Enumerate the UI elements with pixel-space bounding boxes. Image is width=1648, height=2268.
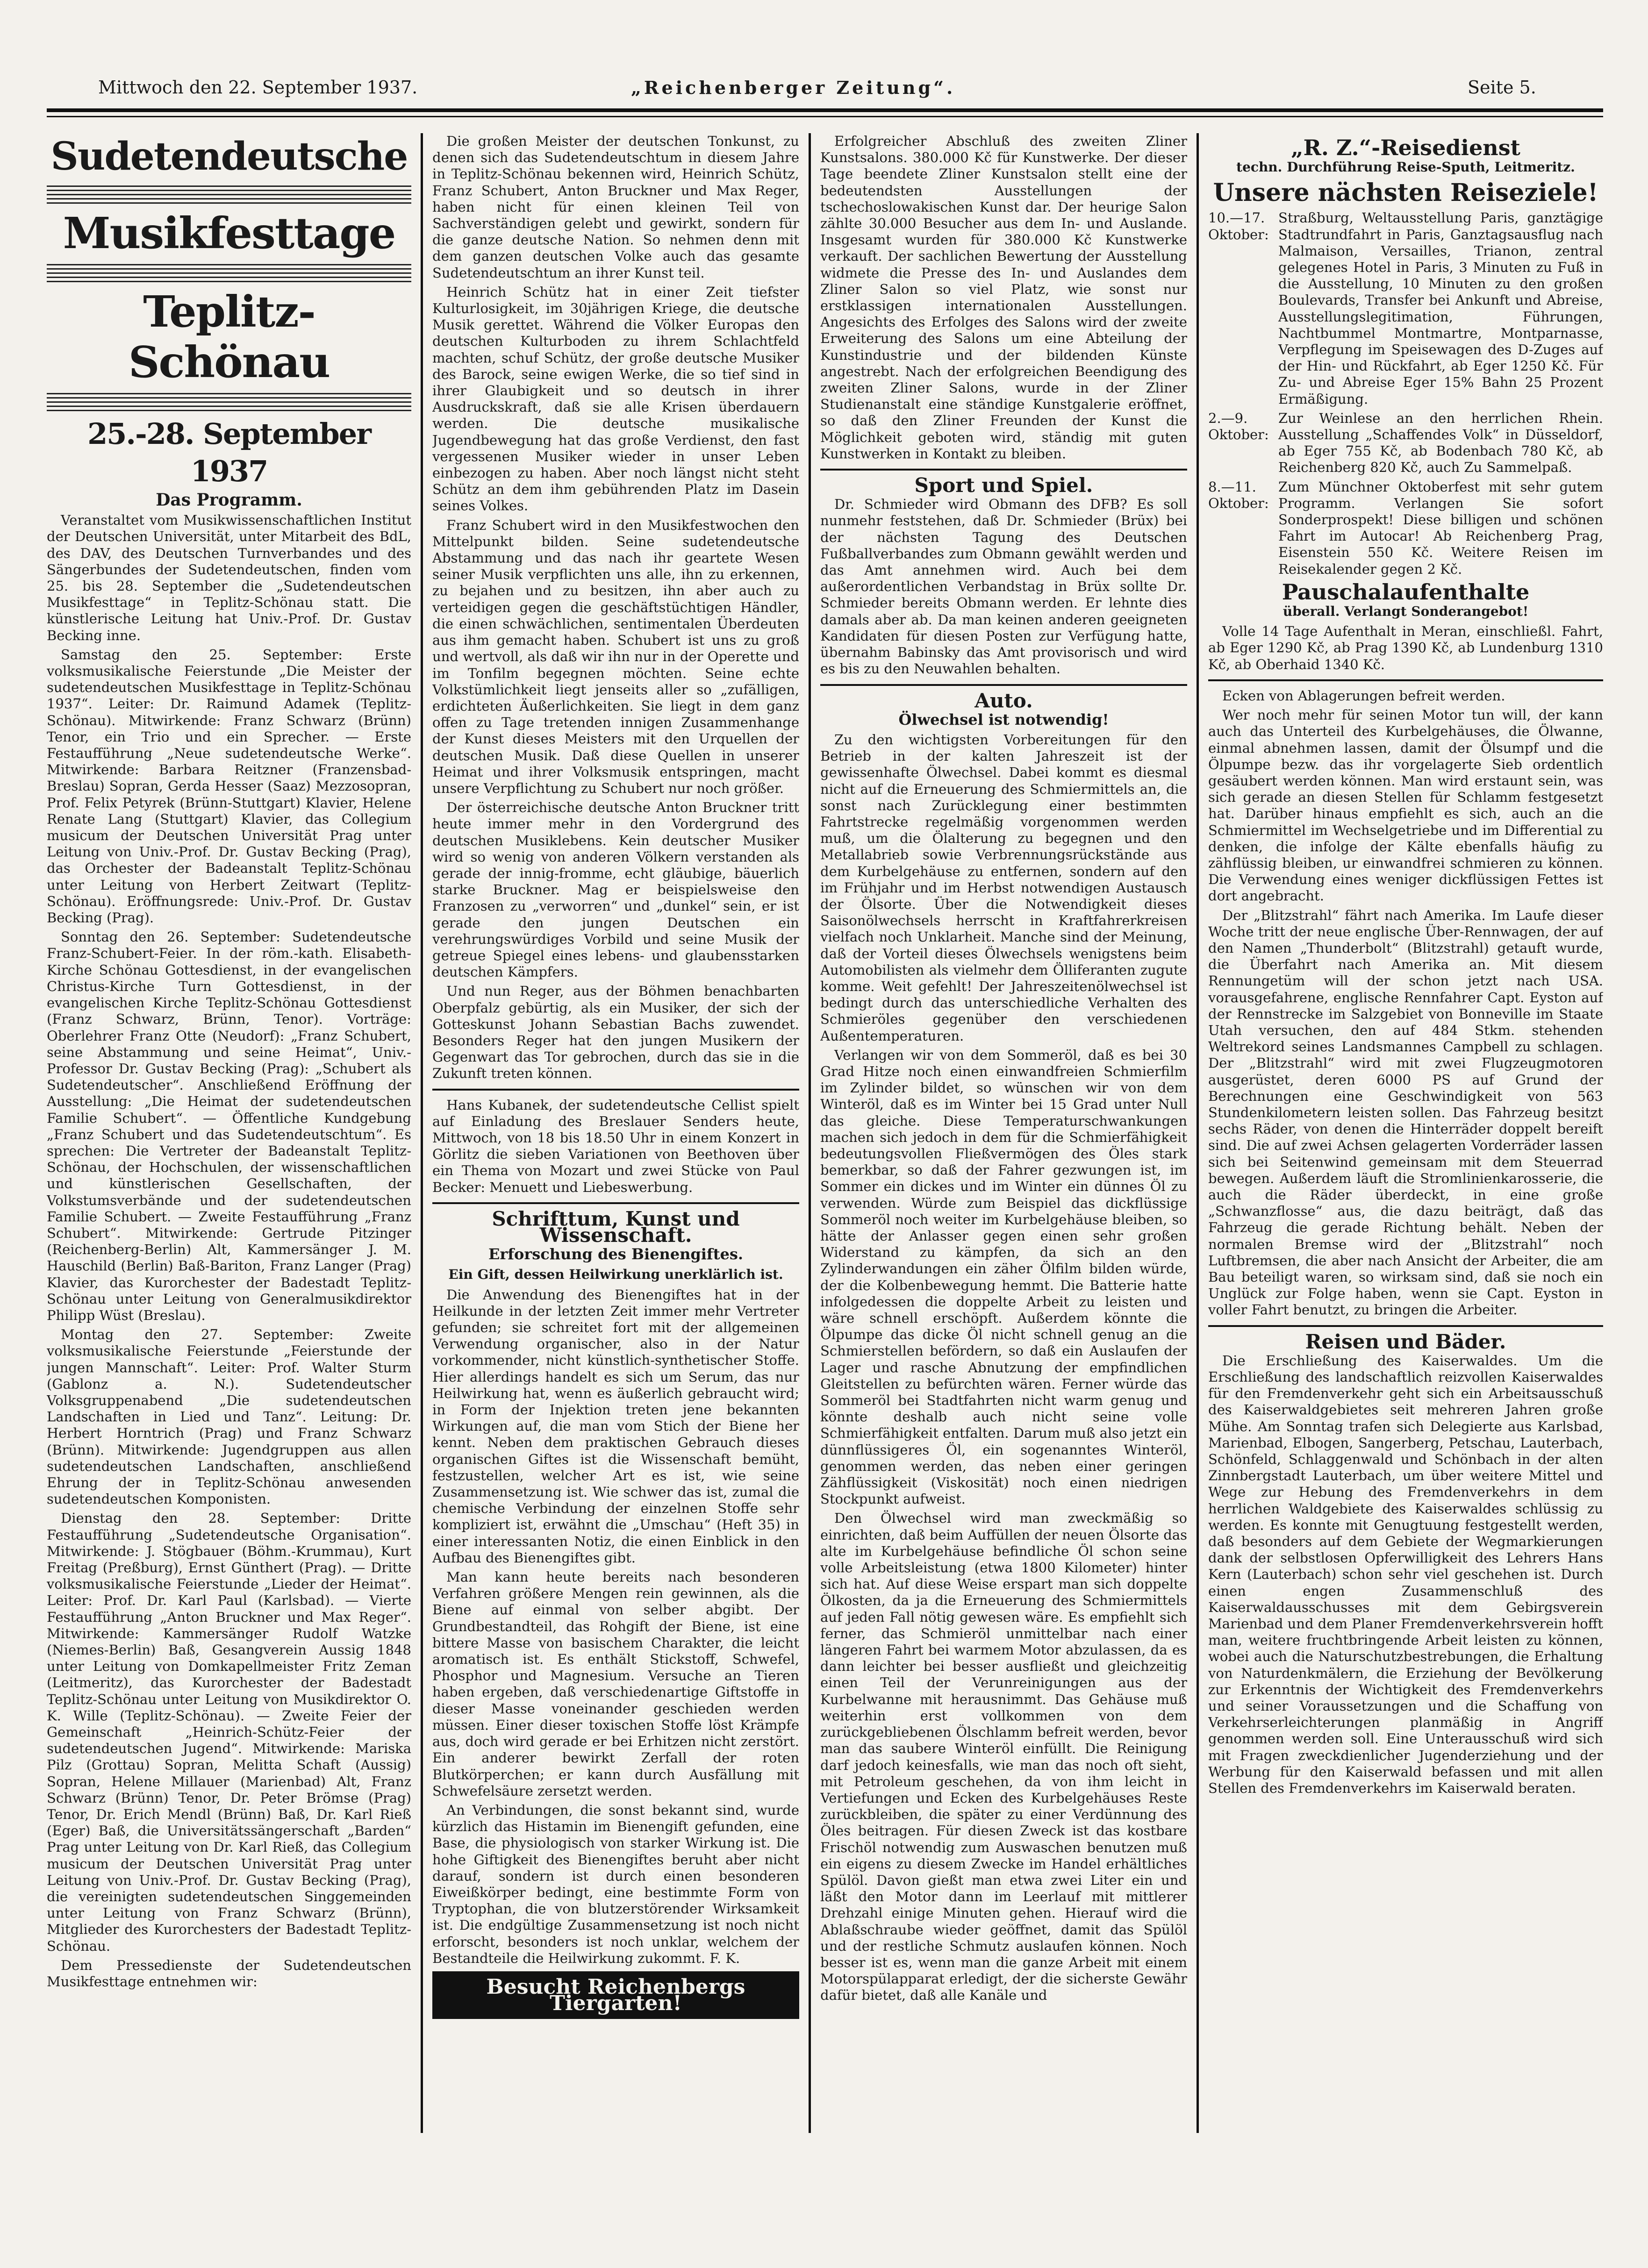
- music-staff-decoration-2: [47, 261, 411, 284]
- column-divider-2: [809, 133, 811, 2133]
- col2-paragraph: Und nun Reger, aus der Böhmen benachbarten Oberpfalz gebürtig, als ein Musiker, der sich der Gotteskunst Johann Sebastian Bachs zuwendet. Besonders Reger hat den jungen Musikern der Gegenwart das Tor gebrochen, durch das sie in die Zukunft treten können.: [432, 983, 799, 1082]
- col3-auto-paragraph: Zu den wichtigsten Vorbereitungen für den Betrieb in der kalten Jahreszeit ist der gewissenhafte Ölwechsel. Dabei kommt es diesmal nicht auf die Erneuerung des Schmiermittels an, die sonst nach Zurücklegung einer bestimmten Fahrtstrecke regelmäßig vorgenommen werden muß, um die Ölalterung zu begegnen und den Metallabrieb sowie Verbrennungsrückstände aus dem Kurbelgehäuse zu entfernen, sondern auf den im Frühjahr und im Herbst notwendigen Austausch der Ölsorte. Über die Notwendigkeit dieses Saisonölwechsels herrscht in Kraftfahrerkreisen vielfach noch Unklarheit. Manche sind der Meinung, daß der Vorteil dieses Ölwechsels wenigstens beim Automobilisten als vielmehr dem Ölliferanten zugute komme. Weit gefehlt! Der Jahreszeitenölwechsel ist bedingt durch das unterschiedliche Verhalten des Schmieröles gegenüber den verschiedenen Außentemperaturen.: [820, 731, 1187, 1044]
- section-heading-sport: Sport und Spiel.: [914, 474, 1093, 497]
- divider: [1208, 1325, 1603, 1327]
- col2-article-paragraph: Man kann heute bereits nach besonderen Verfahren größere Mengen rein gewinnen, als die Biene auf einmal von selber abgibt. Der Grundbestandteil, das Rohgift der Biene, ist eine bittere Masse von basischem Charakter, die leicht aromatisch ist. Es enthält Stickstoff, Schwefel, Phosphor und Magnesium. Versuche an Tieren haben ergeben, daß verschiedenartige Giftstoffe in dieser Masse voneinander geschieden werden müssen. Einer dieser toxischen Stoffe löst Krämpfe aus, doch wird gerade er bei Erhitzen nicht zerstört. Ein anderer bewirkt Zerfall der roten Blutkörperchen; er kann durch Ausfällung mit Schwefelsäure zersetzt werden.: [432, 1569, 799, 1799]
- col2-paragraph: Franz Schubert wird in den Musikfestwochen den Mittelpunkt bilden. Seine sudetendeutsche Abstammung und das nach ihr geartete Wesen seiner Musik verpflichten uns alle, ihn zu erkennen, zu bejahen und zu besitzen, ihn aber auch zu verteidigen gegen die geschäftstüchtigen Händler, die einen schwächlichen, sentimentalen Überdeuten aus ihm gemacht haben. Schubert ist uns zu groß und wertvoll, als daß wir ihn nur in der Operette und im Tonfilm begegnen möchten. Seine echte Volkstümlichkeit liegt jenseits aller so „zufälligen, erdichteten Äußerlichkeiten. Sie liegt in dem ganz offen zu Tage tretenden innigen Zusammenhange der Kunst dieses Meisters mit den Urquellen der deutschen Musik. Daß diese Quellen in unserer Heimat und ihrer Volksmusik entspringen, macht unsere Verpflichtung zu Schubert nur noch größer.: [432, 517, 799, 796]
- trip-description: Straßburg, Weltausstellung Paris, ganztägige Stadtrundfahrt in Paris, Ganztagsausflug nach Malmaison, Versailles, Trianon, zentral gelegenes Hotel in Paris, 3 Minuten zu Fuß in die Ausstellung, 10 Minuten zu den großen Boulevards, Transfer bei Ankunft und Abreise, Ausstellungslegitimation, Führungen, Nachtbummel Montmartre, Montparnasse, Verpflegung im Speisewagen des D-Zuges auf der Hin- und Rückfahrt, ab Eger 1250 Kč. Für Zu- und Abreise Eger 15% Bahn 25 Prozent Ermäßigung.: [1278, 210, 1603, 407]
- package-stay-text: Volle 14 Tage Aufenthalt in Meran, einschließl. Fahrt, ab Eger 1290 Kč, ab Prag 1390 Kč, ab Lundenburg 1310 Kč, ab Oberhaid 1340 Kč.: [1208, 623, 1603, 672]
- section-heading-travel: Reisen und Bäder.: [1305, 1330, 1506, 1353]
- festival-title-line2: Musikfesttage: [63, 208, 395, 258]
- col1-paragraph: Samstag den 25. September: Erste volksmusikalische Feierstunde „Die Meister der sudetendeutschen Musikfesttage in Teplitz-Schönau 1937“. Leiter: Dr. Raimund Adamek (Teplitz-Schönau). Mitwirkende: Franz Schwarz (Brünn) Tenor, ein Trio und ein Sprecher. — Erste Festaufführung „Neue sudetendeutsche Werke“. Mitwirkende: Barbara Reitzner (Franzensbad-Breslau) Sopran, Gerda Hesser (Saaz) Mezzosopran, Prof. Felix Petyrek (Brünn-Stuttgart) Klavier, Helene Renate Lang (Stuttgart) Klavier, das Collegium musicum der Deutschen Universität Prag unter Leitung von Univ.-Prof. Dr. Gustav Becking (Prag), das Orchester der Badeanstalt Teplitz-Schönau unter Leitung von Herbert Zeitwart (Teplitz-Schönau). Eröffnungsrede: Univ.-Prof. Dr. Gustav Becking (Prag).: [47, 646, 411, 926]
- col2-paragraph: Heinrich Schütz hat in einer Zeit tiefster Kulturlosigkeit, im 30jährigen Kriege, die deutsche Musik gerettet. Während die Völker Europas den deutschen Kulturboden zu ihrem Schlachtfeld machten, schuf Schütz, der große deutsche Musiker des Barock, seine ewigen Werke, die so tief sind in ihrer Glaubigkeit und so deutsch in ihrer Ausdruckskraft, daß sie alle Krisen überdauern werden. Die deutsche musikalische Jugendbewegung hat das große Verdienst, den fast vergessenen Musiker wieder in unser Leben einbezogen zu haben. Aber noch längst nicht steht Schütz an dem ihm gebührenden Platz im Dasein seines Volkes.: [432, 284, 799, 514]
- article-heading-bee-venom: Erforschung des Bienengiftes.: [488, 1245, 743, 1263]
- column-2: [432, 133, 799, 2133]
- col4-auto-paragraph: Ecken von Ablagerungen befreit werden.: [1222, 687, 1505, 704]
- music-staff-decoration: [47, 183, 411, 205]
- divider: [820, 469, 1187, 471]
- col1-paragraph: Dienstag den 28. September: Dritte Festaufführung „Sudetendeutsche Organisation“. Mitwirkende: J. Stögbauer (Böhm.-Krummau), Kurt Freitag (Preßburg), Ernst Günthert (Prag). — Dritte volksmusikalische Feierstunde „Lieder der Heimat“. Leiter: Prof. Dr. Karl Paul (Karlsbad). — Vierte Festaufführung „Anton Bruckner und Max Reger“. Mitwirkende: Kammersänger Rudolf Watzke (Niemes-Berlin) Baß, Gesangverein Aussig 1848 unter Leitung von Domkapellmeister Fritz Zeman (Leitmeritz), das Kurorchester der Badestadt Teplitz-Schönau unter Leitung von Musikdirektor O. K. Wille (Teplitz-Schönau). — Zweite Feier der Gemeinschaft „Heinrich-Schütz-Feier der sudetendeutschen Jugend“. Mitwirkende: Mariska Pilz (Grottau) Sopran, Melitta Schaft (Aussig) Sopran, Helene Millauer (Marienbad) Alt, Franz Schwarz (Brünn) Tenor, Dr. Peter Brömse (Prag) Tenor, Dr. Erich Mendl (Brünn) Baß, Dr. Karl Rieß (Eger) Baß, die Universitätssängerschaft „Barden“ Prag unter Leitung von Dr. Karl Rieß, das Collegium musicum der Deutschen Universität Prag unter Leitung von Univ.-Prof. Dr. Gustav Becking (Prag), die vereinigten sudetendeutschen Singgemeinden unter Leitung von Franz Schwarz (Brünn), Mitglieder des Kurorchesters der Badestadt Teplitz-Schönau.: [47, 1510, 411, 1954]
- col4-travel-paragraph: Die Erschließung des Kaiserwaldes. Um die Erschließung des landschaftlich reizvollen Kaiserwaldes für den Fremdenverkehr geht sich ein Arbeitsausschuß des Kaiserwaldgebietes seit mehreren Jahren große Mühe. Am Sonntag trafen sich Delegierte aus Karlsbad, Marienbad, Elbogen, Sangerberg, Petschau, Lauterbach, Schönfeld, Schlaggenwald und Schönbach in der alten Zinnbergstadt Lauterbach, um über weitere Mittel und Wege zur Hebung des Fremdenverkehrs in dem herrlichen Waldgebiete des Kaiserwaldes schlüssig zu werden. Es konnte mit Genugtuung festgestellt werden, daß besonders auf dem Gebiete der Wegmarkierungen dank der selbstlosen Opferwilligkeit des Lehrers Hans Kern (Lauterbach) schon sehr viel geschehen ist. Durch einen engen Zusammenschluß des Kaiserwaldausschusses mit dem Gebirgsverein Marienbad und dem Planer Fremdenverkehrsverein hofft man, weitere fruchtbringende Arbeit leisten zu können, wobei auch die Naturschutzbestrebungen, die Erhaltung von Naturdenkmälern, die Erziehung der Bevölkerung zur Erkenntnis der Wichtigkeit des Fremdenverkehrs und seiner Voraussetzungen und die Schaffung von Verkehrserleichterungen planmäßig in Angriff genommen werden soll. Eine Unterausschuß wird sich mit Fragen zweckdienlicher Jugenderziehung und der Werbung für den Kaiserwald befassen und mit allen Stellen des Fremdenverkehrs im Kaiserwald beraten.: [1208, 1352, 1603, 1797]
- section-heading-culture: Schrifttum, Kunst und Wissenschaft.: [492, 1207, 740, 1247]
- package-stays-subheading: überall. Verlangt Sonderangebot!: [1283, 604, 1529, 620]
- divider: [820, 684, 1187, 686]
- column-divider-1: [421, 133, 423, 2133]
- festival-title-line3: Teplitz-Schönau: [128, 286, 330, 387]
- trip-date: 2.—9. Oktober:: [1208, 410, 1269, 443]
- festival-dates: 25.-28. September 1937: [87, 417, 371, 488]
- header-rule-thick: [47, 108, 1603, 112]
- travel-service-subheading: techn. Durchführung Reise-Sputh, Leitmeritz.: [1236, 159, 1575, 175]
- trip-date: 8.—11. Oktober:: [1208, 478, 1269, 511]
- section-heading-auto: Auto.: [974, 689, 1033, 712]
- col1-paragraph: Dem Pressedienste der Sudetendeutschen Musikfesttage entnehmen wir:: [47, 1957, 411, 1990]
- col3-paragraph: Erfolgreicher Abschluß des zweiten Zliner Kunstsalons. 380.000 Kč für Kunstwerke. Der dieser Tage beendete Zliner Kunstsalon stellt eine der bedeutendsten Ausstellungen der tschechoslowakischen Kunst dar. Der heurige Salon zählte 30.000 Besucher aus dem In- und Auslande. Insgesamt wurden für 380.000 Kč Kunstwerke verkauft. Der sachlichen Bewertung der Ausstellung widmete die Presse des In- und Auslandes dem Zliner Salon so viel Platz, wie sonst nur erstklassigen internationalen Ausstellungen. Angesichts des Erfolges des Salons wird der zweite Erweiterung des Salons um eine Abteilung der Kunstindustrie und der bildenden Künste angestrebt. Nach der erfolgreichen Beendigung des zweiten Zliner Salons, wurde in der Zliner Studienanstalt eine ständige Kunstgalerie eröffnet, so daß den Zliner Freunden der Kunst die Möglichkeit geboten wird, ständig mit guten Kunstwerken in Kontakt zu bleiben.: [820, 133, 1187, 462]
- travel-service-heading: „R. Z.“-Reisedienst: [1291, 135, 1520, 160]
- trip-entry: [1208, 479, 1603, 578]
- header-page-number: Seite 5.: [1468, 77, 1536, 98]
- divider: [1208, 679, 1603, 681]
- divider: [432, 1089, 799, 1091]
- col1-paragraph: Veranstaltet vom Musikwissenschaftlichen Institut der Deutschen Universität, unter Mitarbeit des BdL, des DAV, des Deutschen Turnverbandes und des Sängerbundes der Sudetendeutschen, finden vom 25. bis 28. September die „Sudetendeutschen Musikfesttage“ in Teplitz-Schönau statt. Die künstlerische Leitung hat Univ.-Prof. Dr. Gustav Becking inne.: [47, 512, 411, 643]
- divider: [432, 1202, 799, 1204]
- col4-auto-paragraph: Wer noch mehr für seinen Motor tun will, der kann auch das Unterteil des Kurbelgehäuses, die Ölwanne, einmal abnehmen lassen, damit der Ölsumpf und die Ölpumpe bezw. das ihr vorgelagerte Sieb ordentlich gesäubert werden können. Man wird erstaunt sein, was sich gerade an diesen Stellen für Schlamm festgesetzt hat. Darüber hinaus empfiehlt es sich, auch an die Schmiermittel im Wechselgetriebe und im Differential zu denken, die infolge der Kälte ebenfalls häufig zu zähflüssig bleiben, ur einwandfrei schmieren zu können. Die Verwendung eines weniger dickflüssigen Fettes ist dort angebracht.: [1208, 707, 1603, 904]
- trip-description: Zur Weinlese an den herrlichen Rhein. Ausstellung „Schaffendes Volk“ in Düsseldorf, ab Eger 755 Kč, ab Bodenbach 780 Kč, ab Reichenberg 820 Kč, auch Zu Sammelpaß.: [1278, 410, 1603, 476]
- package-stays-heading: Pauschalaufenthalte: [1282, 579, 1530, 605]
- col4-thunderbolt-paragraph: Der „Blitzstrahl“ fährt nach Amerika. Im Laufe dieser Woche tritt der neue englische Über-Rennwagen, der auf den Namen „Thunderbolt“ (Blitzstrahl) getauft wurde, die Überfahrt nach Amerika an. Mit diesem Rennungetüm will der schon jetzt nach USA. vorausgefahrene, englische Rennfahrer Capt. Eyston auf der Rennstrecke im Salzgebiet von Bonneville im Staate Utah versuchen, den auf 484 Stkm. stehenden Weltrekord seines Landsmannes Campbell zu schlagen. Der „Blitzstrahl“ wird mit zwei Flugzeugmotoren ausgerüstet, deren 6000 PS auf Grund der Berechnungen eine Geschwindigkeit von 563 Stundenkilometern leisten sollen. Das Fahrzeug besitzt sechs Räder, von denen die Hinterräder doppelt bereift sind. Die auf zwei Achsen gelagerten Vorderräder lassen sich bei Seitenwind gemeinsam mit dem Steuerrad bewegen. Außerdem läuft die Stromlinienkarosserie, die auch die Räder überdeckt, in eine große „Schwanzflosse“ aus, die dazu beiträgt, daß das Fahrzeug die gerade Richtung behält. Neben der normalen Bremse wird der „Blitzstrahl“ noch Luftbremsen, die aber nach Ansicht der Arbeiter, die am Bau beteiligt waren, so wirksam sind, daß sie noch ein Unglück zur Folge haben, wenn sie Capt. Eyston in voller Fahrt benutzt, zu bringen die Arbeiter.: [1208, 907, 1603, 1318]
- trip-date: 10.—17. Oktober:: [1208, 210, 1269, 242]
- article-subheading-bee-venom: Ein Gift, dessen Heilwirkung unerklärlich ist.: [448, 1267, 783, 1283]
- col1-paragraph: Sonntag den 26. September: Sudetendeutsche Franz-Schubert-Feier. In der röm.-kath. Elisabeth-Kirche Schönau Gottesdienst, in der evangelischen Christus-Kirche Turn Gottesdienst, in der evangelischen Kirche Teplitz-Schönau Gottesdienst (Franz Schwarz, Brünn, Tenor). Vorträge: Oberlehrer Franz Otte (Neudorf): „Franz Schubert, seine Abstammung und seine Heimat“, Univ.-Professor Dr. Gustav Becking (Prag): „Schubert als Sudetendeutscher“. Anschließend Eröffnung der Ausstellung: „Die Heimat der sudetendeutschen Familie Schubert“. — Öffentliche Kundgebung „Franz Schubert und das Sudetendeutschtum“. Es sprechen: Die Vertreter der Badeanstalt Teplitz-Schönau, der Hochschulen, der wissenschaftlichen und künstlerischen Gesellschaften, der Volkstumsverbände und der sudetendeutschen Familie Schubert. — Zweite Festaufführung „Franz Schubert“. Mitwirkende: Gertrude Pitzinger (Reichenberg-Berlin) Alt, Kammersänger J. M. Hauschild (Berlin) Baß-Bariton, Franz Langer (Prag) Klavier, das Kurorchester der Badestadt Teplitz-Schönau unter Leitung von Generalmusikdirektor Philipp Wüst (Breslau).: [47, 929, 411, 1323]
- col3-auto-paragraph: Verlangen wir von dem Sommeröl, daß es bei 30 Grad Hitze noch einen einwandfreien Schmierfilm im Zylinder bildet, so wünschen wir von dem Winteröl, daß es im Winter bei 15 Grad unter Null das gleiche. Diese Temperaturschwankungen machen sich jedoch in dem für die Schmierfähigkeit bedeutungsvollen Fließvermögen des Öles stark bemerkbar, so daß der Fahrer gezwungen ist, im Sommer ein dickes und im Winter ein dünnes Öl zu verwenden. Würde zum Beispiel das dickflüssige Sommeröl noch weiter im Kurbelgehäuse bleiben, so hätte der Anlasser gegen einen sehr großen Widerstand zu kämpfen, da sich an den Zylinderwandungen ein zäher Ölfilm bilden würde, der die Kolbenbewegung hemmt. Die Batterie hatte infolgedessen die doppelte Arbeit zu leisten und wäre schnell erschöpft. Außerdem könnte die Ölpumpe das dicke Öl nicht schnell genug an die Schmierstellen befördern, so daß ein Auslaufen der Lager und rasche Abnutzung der empfindlichen Gleitstellen zu befürchten wären. Ferner würde das Sommeröl bei Stadtfahrten nicht warm genug und könnte deshalb auch nicht seine volle Schmierfähigkeit entfalten. Darum muß also jetzt ein dünnflüssigeres Öl, ein sogenanntes Winteröl, genommen werden, das neben einer geringen Zähflüssigkeit (Viskosität) noch einen niedrigen Stockpunkt aufweist.: [820, 1047, 1187, 1507]
- header-date: Mittwoch den 22. September 1937.: [98, 77, 418, 98]
- program-heading: Das Programm.: [156, 490, 302, 510]
- col1-paragraph: Montag den 27. September: Zweite volksmusikalische Feierstunde „Feierstunde der jungen Mannschaft“. Leiter: Prof. Walter Sturm (Gablonz a. N.). Sudetendeutscher Volksgruppenabend „Die sudetendeutschen Landschaften in Lied und Tanz“. Leitung: Dr. Herbert Horntrich (Prag) und Franz Schwarz (Brünn). Mitwirkende: Jugendgruppen aus allen sudetendeutschen Landschaften, anschließend Ehrung der in Teplitz-Schönau anwesenden sudetendeutschen Komponisten.: [47, 1327, 411, 1507]
- column-1: [47, 133, 411, 2133]
- column-4: [1208, 133, 1603, 2133]
- festival-title-line1: Sudetendeutsche: [50, 134, 408, 179]
- music-staff-decoration-3: [47, 390, 411, 413]
- zoo-banner-ad: Besucht Reichenbergs Tiergarten!: [432, 1971, 799, 2019]
- trip-entry: [1208, 210, 1603, 407]
- col2-paragraph: Der österreichische deutsche Anton Bruckner tritt heute immer mehr in den Vordergrund des deutschen Musiklebens. Kein deutscher Musiker wird so wenig von anderen Völkern verstanden als gerade der innig-fromme, echt gläubige, bäuerlich starke Bruckner. Mag er beispielsweise den Franzosen zu „verworren“ und „dunkel“ sein, er ist gerade den jungen Deutschen ein verehrungswürdiges Vorbild und seine Musik der getreue Spiegel eines lebens- und glaubensstarken deutschen Kämpfers.: [432, 799, 799, 980]
- col2-article-paragraph: An Verbindungen, die sonst bekannt sind, wurde kürzlich das Histamin im Bienengift gefunden, eine Base, die physiologisch von starker Wirkung ist. Die hohe Giftigkeit des Bienengiftes beruht aber nicht darauf, sondern ist durch einen besonderen Eiweißkörper bedingt, eine bestimmte Form von Tryptophan, die von blutzerstörender Wirksamkeit ist. Die endgültige Zusammensetzung ist noch nicht erforscht, besonders ist noch unklar, welchem der Bestandteile die Heilwirkung zukommt. F. K.: [432, 1802, 799, 1966]
- header-masthead: „Reichenberger Zeitung“.: [631, 77, 956, 98]
- column-divider-3: [1197, 133, 1199, 2133]
- col2-paragraph: Hans Kubanek, der sudetendeutsche Cellist spielt auf Einladung des Breslauer Senders heute, Mittwoch, von 18 bis 18.50 Uhr in einem Konzert in Görlitz die sieben Variationen von Beethoven über ein Thema von Mozart und zwei Stücke von Paul Becker: Menuett und Liebeswerbung.: [432, 1097, 799, 1195]
- col3-auto-paragraph: Den Ölwechsel wird man zweckmäßig so einrichten, daß beim Auffüllen der neuen Ölsorte das alte im Kurbelgehäuse befindliche Öl schon seine volle Arbeitsleistung (etwa 1800 Kilometer) hinter sich hat. Auf diese Weise erspart man sich doppelte Ölkosten, da ja die Erneuerung des Schmiermittels auf jeden Fall nötig gewesen wäre. Es empfiehlt sich ferner, das Schmieröl unmittelbar nach einer längeren Fahrt bei warmem Motor abzulassen, da es dann leichter bei besser ausfließt und gleichzeitig einen Teil der Verunreinigungen aus der Kurbelwanne mit herausnimmt. Das Gehäuse muß weiterhin erst vollkommen von dem zurückgebliebenen Ölschlamm befreit werden, bevor man das saubere Winteröl einfüllt. Die Reinigung darf jedoch keinesfalls, wie man das noch oft sieht, mit Petroleum geschehen, da von ihm leicht in Vertiefungen und Ecken des Kurbelgehäuses Reste zurückbleiben, die später zu einer Verdünnung des Öles beitragen. Für diesen Zweck ist das kostbare Frischöl notwendig zum Auswaschen benutzen muß ein eigens zu diesem Zwecke im Handel erhältliches Spülöl. Davon gießt man etwa zwei Liter ein und läßt den Motor dann im Leerlauf mit mittlerer Drehzahl einige Minuten gehen. Hierauf wird die Ablaßschraube wieder geöffnet, damit das Spülöl und der restliche Schmutz auslaufen können. Noch besser ist es, wenn man die ganze Arbeit mit einem Motorspülapparat erledigt, der die sicherste Gewähr dafür bietet, daß alle Kanäle und: [820, 1510, 1187, 2004]
- trip-entry: [1208, 410, 1603, 476]
- travel-destinations-title: Unsere nächsten Reiseziele!: [1213, 178, 1598, 207]
- column-3: [820, 133, 1187, 2133]
- col3-sport-paragraph: Dr. Schmieder wird Obmann des DFB? Es soll nunmehr feststehen, daß Dr. Schmieder (Brüx) bei der nächsten Tagung des Deutschen Fußballverbandes zum Obmann gewählt werden und das Amt annehmen wird. Auch bei dem außerordentlichen Verbandstag in Brüx sollte Dr. Schmieder bereits Obmann werden. Er lehnte dies damals aber ab. Da man keinen anderen geeigneten Kandidaten für diesen Posten zur Verfügung hatte, übernahm Babinsky das Amt provisorisch und wird es bis zu den Neuwahlen behalten.: [820, 496, 1187, 677]
- col2-paragraph: Die großen Meister der deutschen Tonkunst, zu denen sich das Sudetendeutschtum in diesem Jahre in Teplitz-Schönau bekennen wird, Heinrich Schütz, Franz Schubert, Anton Bruckner und Max Reger, haben nicht für einen kleinen Teil von Sachverständigen gelebt und gewirkt, sondern für die ganze deutsche Nation. So nehmen denn mit dem ganzen deutschen Volke auch das gesamte Sudetendeutschtum an ihrer Kunst teil.: [432, 133, 799, 281]
- col2-article-paragraph: Die Anwendung des Bienengiftes hat in der Heilkunde in der letzten Zeit immer mehr Vertreter gefunden; sie schreitet fort mit der allgemeinen Verwendung organischer, also in der Natur vorkommender, nicht künstlich-synthetischer Stoffe. Hier allerdings handelt es sich um Serum, das nur Heilwirkung hat, wenn es äußerlich gebraucht wird; in Form der Injektion treten jene bekannten Wirkungen auf, die man vom Stich der Biene her kennt. Neben dem praktischen Gebrauch dieses organischen Giftes ist die Wissenschaft bemüht, festzustellen, welcher Art es ist, wie seine Zusammensetzung ist. Wie schwer das ist, zumal die chemische Verbindung der einzelnen Stoffe sehr kompliziert ist, erwähnt die „Umschau“ (Heft 35) in einer interessanten Notiz, die einen Einblick in den Aufbau des Bienengiftes gibt.: [432, 1286, 799, 1566]
- article-heading-oil-change: Ölwechsel ist notwendig!: [898, 710, 1109, 728]
- header-rule-thin: [47, 116, 1603, 117]
- trip-description: Zum Münchner Oktoberfest mit sehr gutem Programm. Verlangen Sie sofort Sonderprospekt! Diese billigen und schönen Fahrt im Autocar! Ab Reichenberg Prag, Eisenstein 550 Kč. Weitere Reisen im Reisekalender gegen 2 Kč.: [1278, 478, 1603, 577]
